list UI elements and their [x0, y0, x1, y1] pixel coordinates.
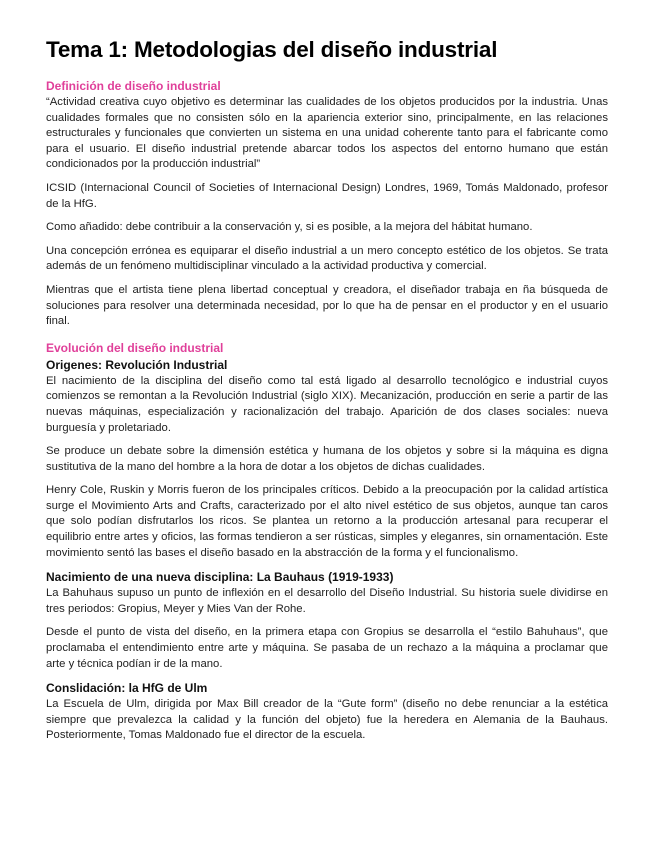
paragraph: La Bahuhaus supuso un punto de inflexión en el desarrollo del Diseño Industrial. Su historia suele dividirse en tres periodos: Gropius, Meyer y Mies Van der Rohe. [46, 587, 608, 615]
paragraph: Mientras que el artista tiene plena libertad conceptual y creadora, el diseñador trabaja en ña búsqueda de soluciones para resolver una determinada necesidad, por lo que ha de pensar en el productor y en el usuario final. [46, 283, 608, 328]
subsection-heading-ulm: Conslidación: la HfG de Ulm [46, 681, 208, 696]
paragraph: Como añadido: debe contribuir a la conservación y, si es posible, a la mejora del hábitat humano. [46, 221, 533, 234]
subsection-heading-bauhaus: Nacimiento de una nueva disciplina: La Bauhaus (1919-1933) [46, 570, 394, 585]
paragraph: Se produce un debate sobre la dimensión estética y humana de los objetos y sobre si la máquina es digna sustitutiva de la mano del hombre a la hora de dotar a los objetos de dichas cualidades. [46, 445, 608, 473]
page-title: Tema 1: Metodologias del diseño industrial [46, 37, 498, 62]
section-heading-definicion: Definición de diseño industrial [46, 79, 221, 93]
paragraph: “Actividad creativa cuyo objetivo es determinar las cualidades de los objetos producidos por la industria. Unas cualidades formales que no consisten sólo en la apariencia exterior sino, principalmente, en las relaciones estructurales y funcionales que convierten un sistema en una unidad coherente tanto para el fabricante como para el usuario. El diseño industrial pretende abarcar todos los aspectos del entorno humano que están condicionados por la producción industrial” [46, 96, 608, 171]
paragraph: El nacimiento de la disciplina del diseño como tal está ligado al desarrollo tecnológico e industrial cuyos comienzos se remontan a la Revolución Industrial (siglo XIX). Mecanización, producción en serie a partir de las nuevas máquinas, especialización y racionalización del trabajo. Aparición de dos clases sociales: nueva burguesía y proletariado. [46, 374, 608, 434]
paragraph: Henry Cole, Ruskin y Morris fueron de los principales críticos. Debido a la preocupación por la calidad artística surge el Movimiento Arts and Crafts, caracterizado por el alto nivel estético de sus objetos, aunque tan caros que solo podían disfrutarlos los ricos. Se plantea un retorno a la producción artesanal para recuperar el equilibrio entre artes y oficios, las formas tendieron a ser rústicas, simples y eleganres, sin ornamentación. Este movimiento sentó las bases el diseño basado en la abstracción de la forma y el funcionalismo. [46, 484, 608, 559]
paragraph: Desde el punto de vista del diseño, en la primera etapa con Gropius se desarrolla el “estilo Bahuhaus”, que proclamaba el entendimiento entre arte y máquina. Se pasaba de un rechazo a la máquina a proclamar que arte y técnica podían ir de la mano. [46, 626, 608, 670]
section-heading-evolucion: Evolución del diseño industrial [46, 340, 224, 355]
document-page [46, 36, 608, 752]
subsection-heading-origenes: Origenes: Revolución Industrial [46, 357, 228, 372]
paragraph: ICSID (Internacional Council of Societies of Internacional Design) Londres, 1969, Tomás Maldonado, profesor de la HfG. [46, 181, 608, 210]
paragraph: La Escuela de Ulm, dirigida por Max Bill creador de la “Gute form” (diseño no debe renunciar a la estética siempre que prevalezca la calidad y la función del objeto) fue la heredera en Alemania de la Bauhaus. Posteriormente, Tomas Maldonado fue el director de la escuela. [46, 698, 608, 742]
paragraph: Una concepción errónea es equiparar el diseño industrial a un mero concepto estético de los objetos. Se trata además de un fenómeno multidisciplinar vinculado a la actividad productiva y comercial. [46, 244, 608, 273]
